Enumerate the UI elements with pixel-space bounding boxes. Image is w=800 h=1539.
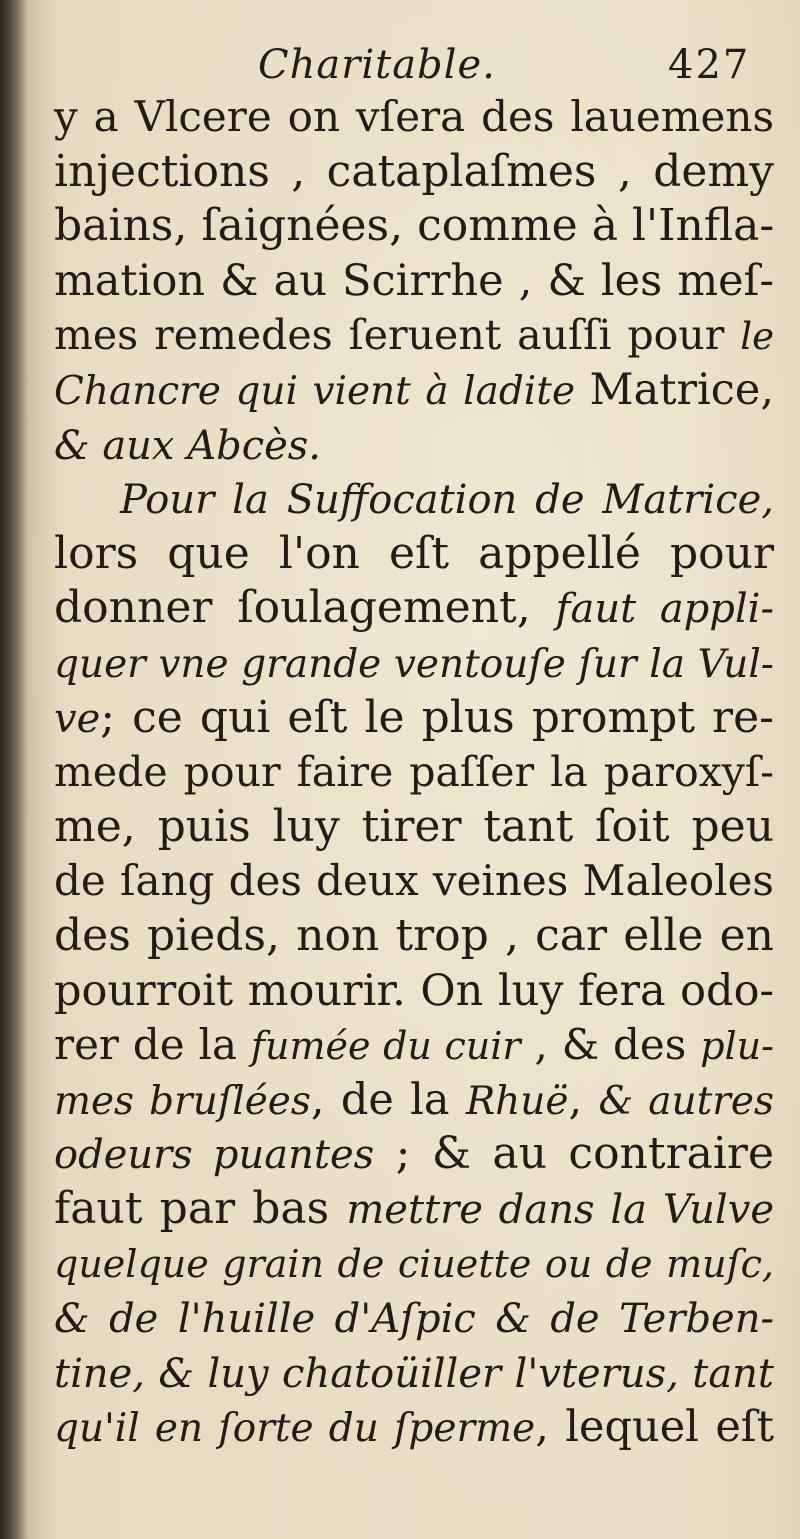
italic-text-run: odeurs puantes: [54, 1132, 375, 1179]
text-line: [54, 1346, 774, 1401]
italic-text-run: mettre dans la Vulve: [346, 1186, 774, 1233]
roman-text-run: , & des: [520, 1020, 701, 1070]
text-line: [54, 308, 774, 363]
text-line: [54, 199, 774, 254]
text-line: [54, 745, 774, 800]
roman-text-run: mation & au Scirrhe , & les meſ-: [54, 255, 774, 306]
italic-text-run: fumée du cuir: [250, 1024, 521, 1069]
text-line: [54, 636, 774, 691]
roman-text-run: ,: [568, 1074, 599, 1125]
roman-text-run: , lequel eſt: [535, 1402, 774, 1453]
text-line: [54, 1236, 774, 1291]
italic-text-run: & aux Abcès.: [54, 422, 322, 469]
text-line: [54, 527, 774, 582]
text-line: [54, 1018, 774, 1073]
italic-text-run: faut appli-: [555, 586, 774, 633]
roman-text-run: ; & au contraire: [374, 1128, 774, 1180]
roman-text-run: ; ce qui eſt le plus prompt re-: [100, 691, 774, 743]
italic-text-run: mes bruſlées: [54, 1078, 311, 1124]
text-line: [54, 1182, 774, 1237]
roman-text-run: faut par bas: [54, 1182, 347, 1234]
text-line: [54, 691, 774, 746]
roman-text-run: mes remedes ſeruent auſſi pour: [54, 311, 741, 360]
text-line: [54, 1400, 774, 1455]
italic-text-run: plu-: [700, 1024, 774, 1069]
text-line: [54, 363, 774, 418]
italic-text-run: tine, & luy chatoüiller l'vterus, tant: [54, 1350, 774, 1397]
text-line: [54, 90, 774, 145]
roman-text-run: mede pour faire paſſer la paroxyſ-: [54, 748, 774, 797]
roman-text-run: injections , cataplaſmes , demy: [54, 145, 774, 197]
binding-gutter-shadow: [0, 0, 26, 1539]
italic-text-run: quer vne grande ventouſe ſur la Vul-: [54, 641, 774, 687]
text-line: [54, 581, 774, 636]
italic-text-run: & de l'huille d'Aſpic & de Terben-: [54, 1296, 774, 1343]
body-text: [54, 90, 774, 1455]
text-line: [54, 418, 774, 473]
italic-text-run: Pour la Suffocation de Matrice,: [120, 477, 774, 524]
running-head: Charitable.: [258, 42, 496, 88]
italic-text-run: quelque grain de ciuette ou de muſc,: [54, 1242, 774, 1287]
roman-text-run: , de la: [310, 1074, 466, 1125]
roman-text-run: des pieds, non trop , car elle en: [54, 909, 774, 961]
text-line: [54, 909, 774, 964]
text-line: [54, 964, 774, 1019]
italic-text-run: Rhuë: [465, 1078, 569, 1124]
italic-text-run: ve: [54, 695, 101, 742]
roman-text-run: lors que l'on eſt appellé pour: [54, 527, 774, 579]
roman-text-run: bains, ſaignées, comme à l'Infla-: [54, 200, 775, 252]
text-line: [54, 472, 774, 527]
roman-text-run: de ſang des deux veines Maleoles: [54, 856, 774, 906]
text-line: [54, 254, 774, 309]
text-line: [54, 1291, 774, 1346]
roman-text-run: donner ſoulagement,: [54, 582, 556, 634]
italic-text-run: Chancre qui vient à ladite: [54, 368, 590, 414]
roman-text-run: me, puis luy tirer tant ſoit peu: [54, 800, 774, 852]
italic-text-run: qu'il en ſorte du ſperme: [54, 1406, 536, 1452]
text-line: [54, 145, 774, 200]
text-line: [54, 1073, 774, 1128]
text-line: [54, 854, 774, 909]
italic-text-run: le: [740, 315, 774, 359]
text-line: [54, 1127, 774, 1182]
page-number: 427: [668, 42, 751, 88]
roman-text-run: pourroit mourir. On luy fera odo-: [54, 965, 774, 1016]
roman-text-run: y a Vlcere on vſera des lauemens: [54, 92, 774, 141]
roman-text-run: rer de la: [54, 1020, 251, 1070]
roman-text-run: Matrice,: [589, 364, 774, 415]
text-line: [54, 800, 774, 855]
italic-text-run: & autres: [598, 1078, 774, 1124]
